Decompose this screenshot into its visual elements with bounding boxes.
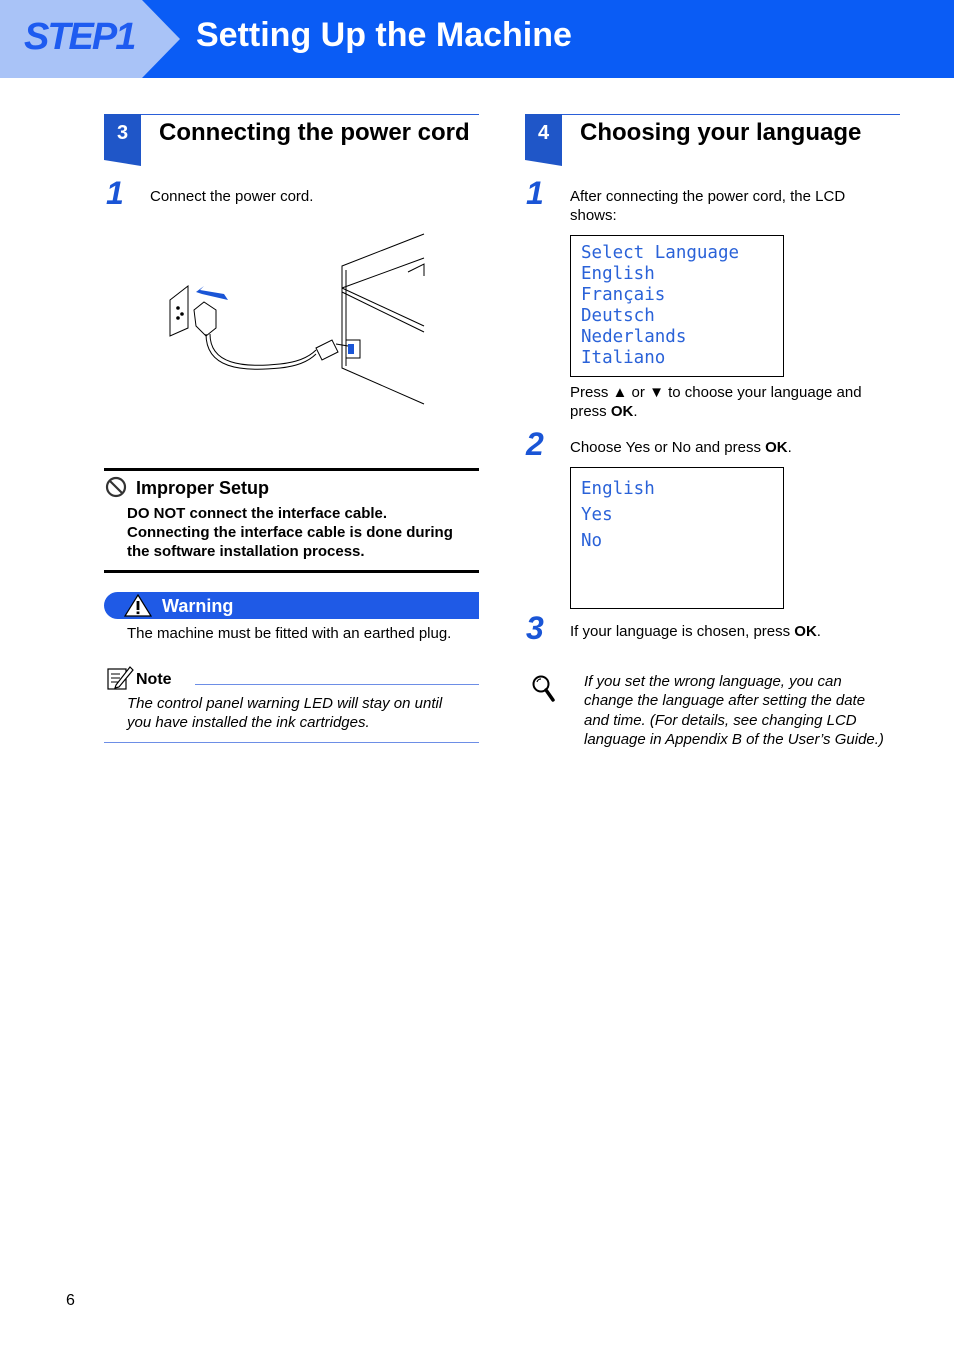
down-arrow-icon: ▼ [649, 384, 664, 401]
header-banner [0, 0, 954, 78]
section-title: Choosing your language [580, 119, 862, 146]
lcd-display-language-menu [570, 235, 784, 377]
lcd-line: Deutsch [581, 306, 655, 326]
step-number: 1 [526, 175, 544, 211]
magnifier-tip-icon [531, 674, 557, 704]
section-title: Connecting the power cord [159, 119, 470, 146]
tip-line: language in Appendix B of the User’s Guide.) [584, 731, 884, 748]
lcd-line: Italiano [581, 348, 666, 368]
warning-title: Warning [162, 596, 234, 616]
step-text [570, 438, 792, 457]
power-cord-illustration [160, 228, 430, 408]
section-number: 4 [525, 114, 562, 160]
note-line: you have installed the ink cartridges. [127, 714, 370, 731]
lcd-line: No [581, 531, 603, 551]
step-text-main: Choose Yes or No and press [570, 439, 766, 456]
section-number: 3 [104, 114, 141, 160]
ok-key-label: OK [610, 403, 634, 420]
press-text: to choose your language and [663, 384, 862, 401]
warning-text: The machine must be fitted with an earthed plug. [127, 625, 452, 642]
ok-key-label: OK [794, 623, 817, 640]
ok-key-label: OK [765, 439, 788, 456]
improper-setup-line: Connecting the interface cable is done during [127, 524, 453, 541]
lcd-line: Nederlands [581, 327, 687, 347]
improper-setup-line: DO NOT connect the interface cable. [127, 505, 388, 522]
warning-triangle-icon [124, 594, 152, 617]
press-instruction-line2 [570, 402, 638, 421]
tip-line: If you set the wrong language, you can [584, 673, 842, 690]
lcd-line: English [581, 479, 655, 499]
improper-setup-line: the software installation process. [127, 543, 365, 560]
period: . [787, 439, 792, 456]
page-number: 6 [66, 1292, 75, 1309]
note-top-rule [195, 684, 479, 685]
step-label: STEP1 [24, 16, 135, 58]
section-4-header [525, 114, 900, 162]
lcd-line: Français [581, 285, 666, 305]
note-bottom-rule [104, 742, 479, 743]
step-number: 3 [526, 610, 544, 646]
step-number: 1 [106, 175, 124, 211]
note-title: Note [136, 671, 172, 688]
note-line: The control panel warning LED will stay on until [127, 695, 443, 712]
lcd-line: Select Language [581, 243, 740, 263]
press-text: or [627, 384, 650, 401]
warning-bar [104, 592, 479, 619]
lcd-display-confirm [570, 467, 784, 609]
improper-setup-title: Improper Setup [136, 478, 270, 498]
section-rule [104, 114, 479, 115]
page-title: Setting Up the Machine [196, 16, 572, 54]
step-text-main: If your language is chosen, press [570, 623, 795, 640]
up-arrow-icon: ▲ [612, 384, 628, 401]
press-text: press [570, 403, 611, 420]
lcd-line: English [581, 264, 655, 284]
step-text: shows: [570, 207, 617, 224]
prohibited-icon [105, 476, 127, 498]
period: . [816, 623, 821, 640]
step-text: After connecting the power cord, the LCD [570, 188, 846, 205]
tip-line: and time. (For details, see changing LCD [584, 712, 857, 729]
lcd-line: Yes [581, 505, 613, 525]
section-rule [525, 114, 900, 115]
press-text: Press [570, 384, 613, 401]
section-3-header [104, 114, 479, 162]
step-text: Connect the power cord. [150, 188, 314, 205]
period: . [633, 403, 638, 420]
tip-line: change the language after setting the date [584, 692, 866, 709]
press-instruction [570, 383, 862, 402]
step-text [570, 622, 821, 641]
improper-setup-top-rule [104, 468, 479, 471]
note-pencil-icon [106, 665, 134, 691]
improper-setup-bottom-rule [104, 570, 479, 573]
step-number: 2 [526, 426, 544, 462]
